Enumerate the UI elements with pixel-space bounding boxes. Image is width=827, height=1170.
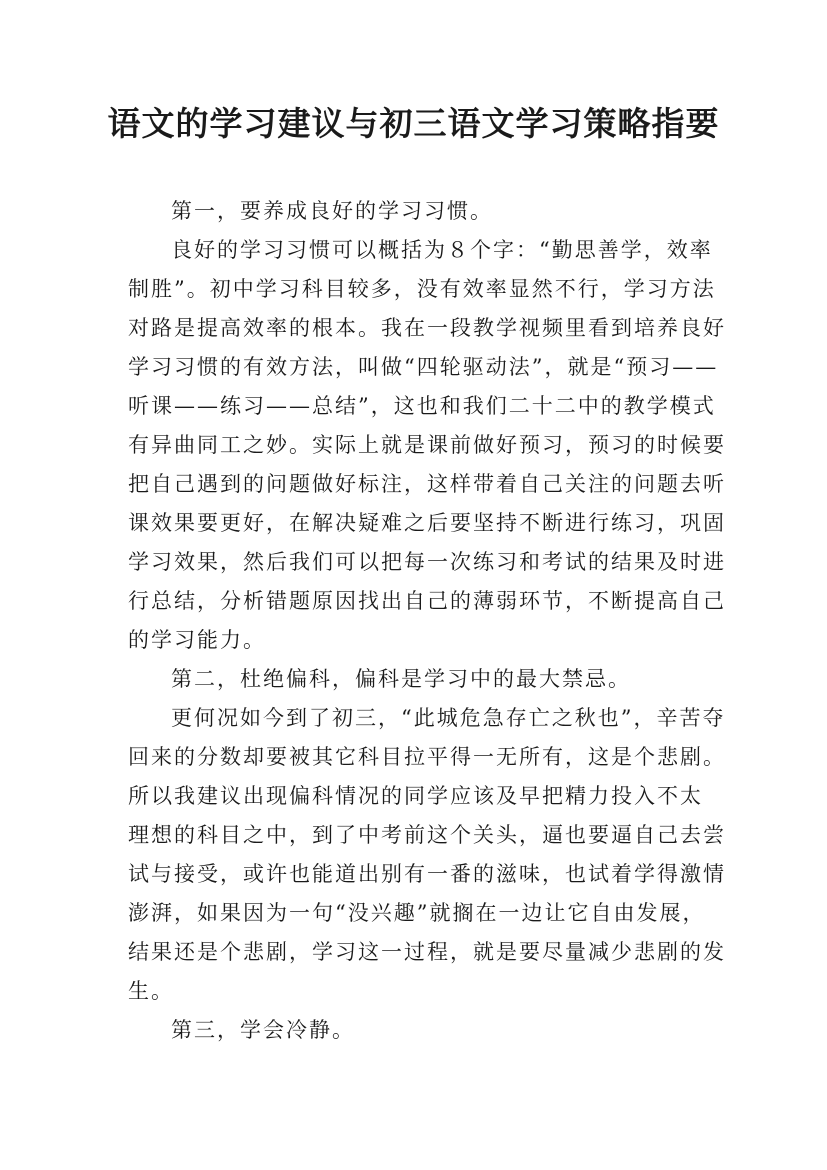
document-body [128, 192, 726, 1050]
paragraph-line: 课效果要更好，在解决疑难之后要坚持不断进行练习，巩固 [128, 511, 726, 535]
paragraph-line: 把自己遇到的问题做好标注，这样带着自己关注的问题去听 [128, 472, 726, 496]
paragraph-line: 有异曲同工之妙。实际上就是课前做好预习，预习的时候要 [128, 433, 726, 457]
section-heading-3: 第三，学会冷静。 [171, 1018, 355, 1042]
paragraph-line: 良好的学习习惯可以概括为８个字：“勤思善学，效率 [171, 238, 713, 262]
paragraph-line: 澎湃，如果因为一句“没兴趣”就搁在一边让它自由发展， [128, 901, 706, 925]
paragraph-line: 更何况如今到了初三，“此城危急存亡之秋也”，辛苦夺 [171, 706, 726, 730]
section-heading-2: 第二，杜绝偏科，偏科是学习中的最大禁忌。 [171, 667, 631, 691]
paragraph-line: 学习效果，然后我们可以把每一次练习和考试的结果及时进 [128, 550, 726, 574]
paragraph-line: 听课——练习——总结”，这也和我们二十二中的教学模式 [128, 394, 716, 418]
paragraph-line: 理想的科目之中，到了中考前这个关头，逼也要逼自己去尝 [128, 823, 726, 847]
paragraph-line: 试与接受，或许也能道出别有一番的滋味，也试着学得激情 [128, 862, 726, 886]
paragraph-line: 生。 [128, 979, 174, 1003]
paragraph-line: 所以我建议出现偏科情况的同学应该及早把精力投入不太 [128, 784, 703, 808]
paragraph-line: 学习习惯的有效方法，叫做“四轮驱动法”，就是“预习—— [128, 355, 719, 379]
section-heading-1: 第一，要养成良好的学习习惯。 [171, 199, 493, 223]
paragraph-line: 回来的分数却要被其它科目拉平得一无所有，这是个悲剧。 [128, 745, 726, 769]
paragraph-line: 的学习能力。 [128, 628, 266, 652]
paragraph-line: 结果还是个悲剧，学习这一过程，就是要尽量减少悲剧的发 [128, 940, 726, 964]
document-title: 语文的学习建议与初三语文学习策略指要 [107, 104, 720, 143]
paragraph-line: 制胜”。初中学习科目较多，没有效率显然不行，学习方法 [128, 277, 716, 301]
paragraph-line: 行总结，分析错题原因找出自己的薄弱环节，不断提高自己 [128, 589, 726, 613]
paragraph-line: 对路是提高效率的根本。我在一段教学视频里看到培养良好 [128, 316, 726, 340]
